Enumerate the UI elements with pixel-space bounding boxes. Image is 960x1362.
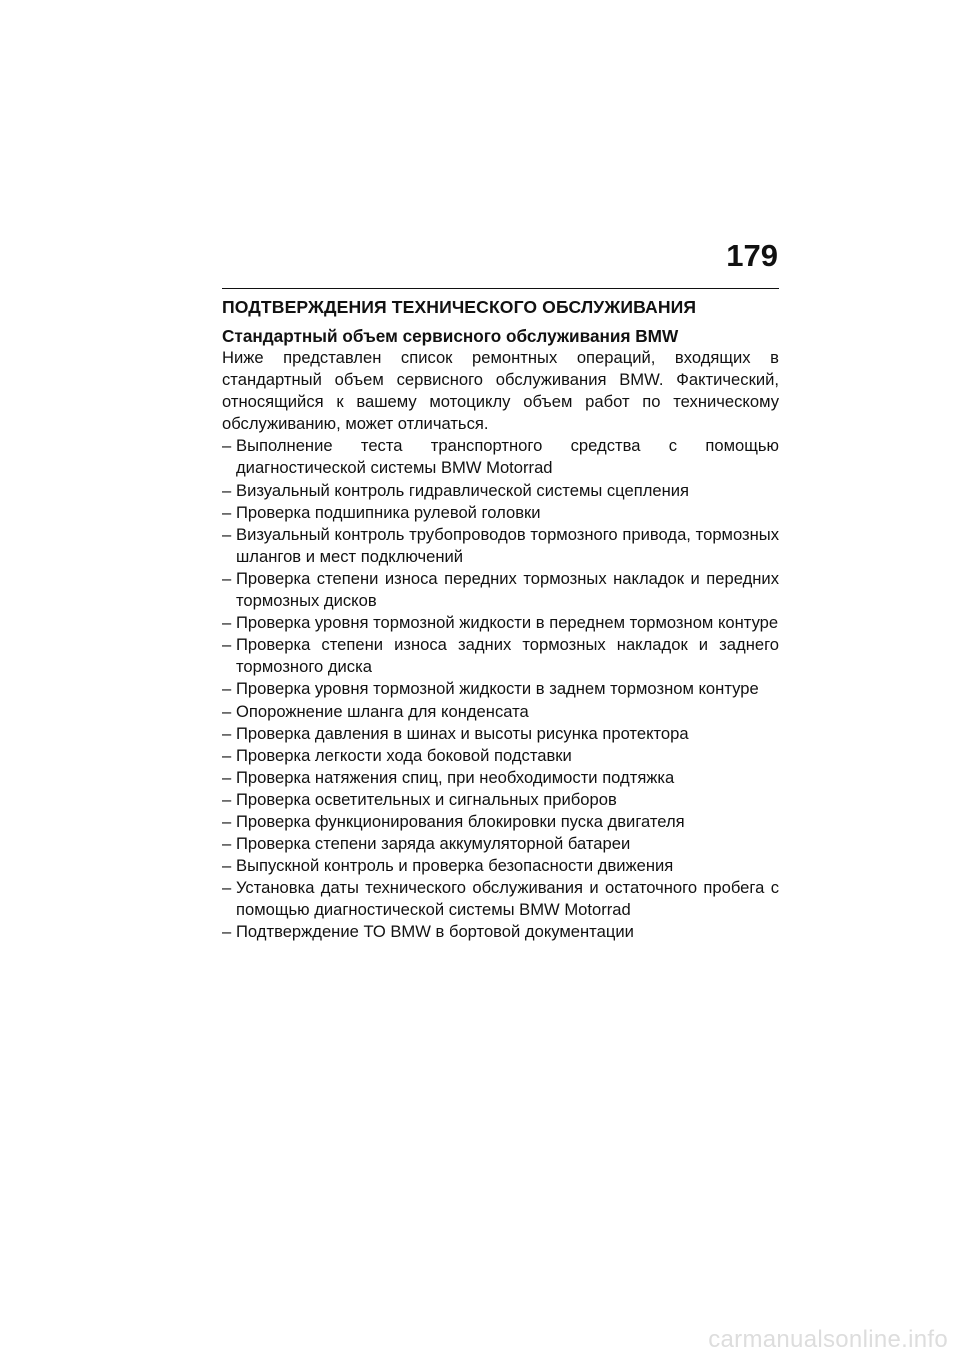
service-items-list	[222, 435, 779, 943]
list-item: – Проверка степени износа передних тормозных накладок и передних тормозных дисков	[222, 568, 779, 612]
list-item: – Опорожнение шланга для конденсата	[222, 701, 779, 723]
list-item: – Установка даты технического обслуживания и остаточного пробега с помощью диагностической системы BMW Motorrad	[222, 877, 779, 921]
list-item: – Проверка уровня тормозной жидкости в переднем тормозном контуре	[222, 612, 779, 634]
subsection-title: Стандартный объем сервисного обслуживания BMW	[222, 326, 679, 346]
list-item: – Проверка подшипника рулевой головки	[222, 502, 779, 524]
list-item: – Проверка функционирования блокировки пуска двигателя	[222, 811, 779, 833]
list-item: – Проверка давления в шинах и высоты рисунка протектора	[222, 723, 779, 745]
intro-paragraph: Ниже представлен список ремонтных операций, входящих в стандартный объем сервисного обслуживания BMW. Фактический, относящийся к вашему мотоциклу объем работ по техническому обслуживанию, может отличаться.	[222, 348, 779, 434]
list-item: – Выпускной контроль и проверка безопасности движения	[222, 855, 779, 877]
watermark: carmanualsonline.info	[708, 1326, 948, 1353]
list-item: – Проверка степени заряда аккумуляторной батареи	[222, 833, 779, 855]
list-item: – Визуальный контроль трубопроводов тормозного привода, тормозных шлангов и мест подключений	[222, 524, 779, 568]
list-item: – Проверка легкости хода боковой подставки	[222, 745, 779, 767]
list-item: – Проверка натяжения спиц, при необходимости подтяжка	[222, 767, 779, 789]
list-item: – Подтверждение ТО BMW в бортовой документации	[222, 921, 779, 943]
list-item: – Визуальный контроль гидравлической системы сцепления	[222, 480, 779, 502]
page-content	[222, 288, 779, 944]
page-number: 179	[726, 238, 778, 273]
section-divider	[222, 288, 779, 289]
list-item: – Выполнение теста транспортного средства с помощью диагностической системы BMW Motorrad	[222, 435, 779, 479]
list-item: – Проверка осветительных и сигнальных приборов	[222, 789, 779, 811]
list-item: – Проверка уровня тормозной жидкости в заднем тормозном контуре	[222, 678, 779, 700]
list-item: – Проверка степени износа задних тормозных накладок и заднего тормозного диска	[222, 634, 779, 678]
section-title: ПОДТВЕРЖДЕНИЯ ТЕХНИЧЕСКОГО ОБСЛУЖИВАНИЯ	[222, 297, 697, 317]
